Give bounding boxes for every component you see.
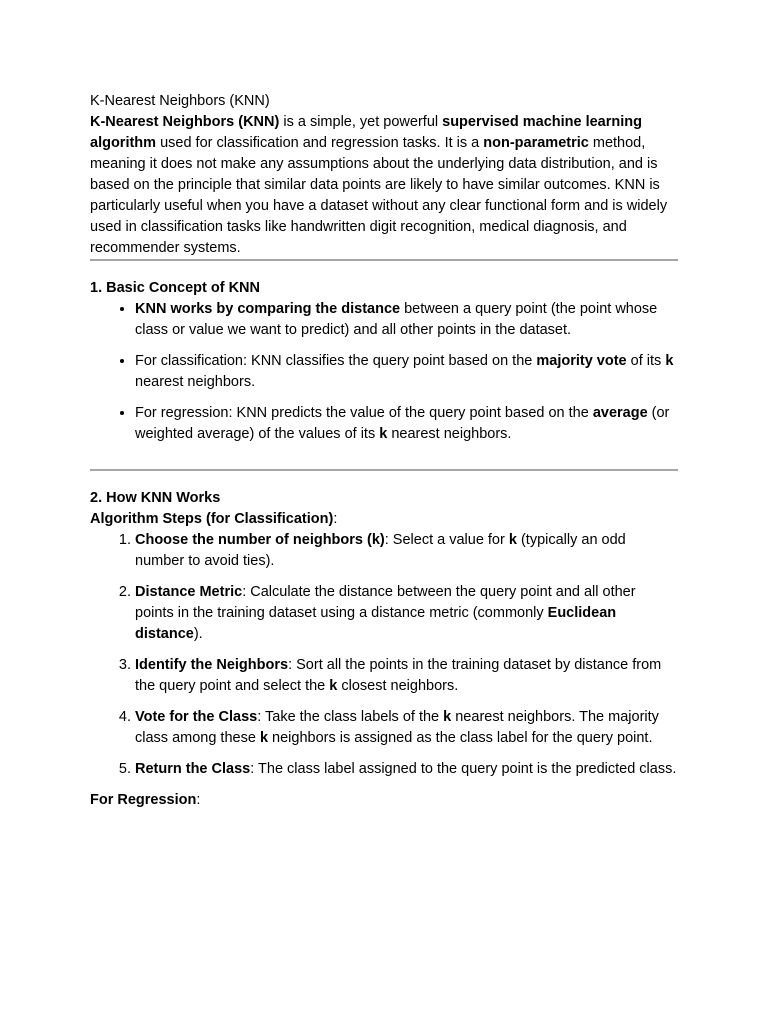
list-item: 3. Identify the Neighbors: Sort all the points in the training dataset by distance from the query point and select the k closest neighbors. [135, 655, 678, 697]
algorithm-steps-list [90, 530, 678, 780]
spacer [90, 455, 678, 469]
regression-heading: For Regression: [90, 792, 201, 808]
section-divider [90, 259, 678, 261]
basic-concept-list [90, 299, 678, 445]
list-item: • KNN works by comparing the distance between a query point (the point whose class or value we want to predict) and all other points in the dataset. [135, 299, 678, 341]
section-heading-basic-concept: 1. Basic Concept of KNN [90, 280, 260, 296]
intro-paragraph: K-Nearest Neighbors (KNN) is a simple, yet powerful supervised machine learning algorithm used for classification and regression tasks. It is a non-parametric method, meaning it does not make any assumptions about the underlying data distribution, and is based on the principle that similar data points are likely to have similar outcomes. KNN is particularly useful when you have a dataset without any clear functional form and is widely used in classification tasks like handwritten digit recognition, medical diagnosis, and recommender systems. [90, 114, 668, 256]
list-item: 2. Distance Metric: Calculate the distance between the query point and all other points in the training dataset using a distance metric (commonly Euclidean distance). [135, 582, 678, 645]
section-divider [90, 469, 678, 471]
list-item: • For regression: KNN predicts the value of the query point based on the average (or weighted average) of the values of its k nearest neighbors. [135, 403, 678, 445]
list-item: 4. Vote for the Class: Take the class labels of the k nearest neighbors. The majority class among these k neighbors is assigned as the class label for the query point. [135, 707, 678, 749]
document-title: K-Nearest Neighbors (KNN) [90, 93, 270, 109]
section-heading-how-knn-works: 2. How KNN Works [90, 490, 221, 506]
algorithm-steps-heading: Algorithm Steps (for Classification): [90, 511, 338, 527]
document-page [90, 91, 678, 811]
list-item: 5. Return the Class: The class label assigned to the query point is the predicted class. [135, 759, 678, 780]
list-item: • For classification: KNN classifies the query point based on the majority vote of its k nearest neighbors. [135, 351, 678, 393]
list-item: 1. Choose the number of neighbors (k): Select a value for k (typically an odd number to avoid ties). [135, 530, 678, 572]
